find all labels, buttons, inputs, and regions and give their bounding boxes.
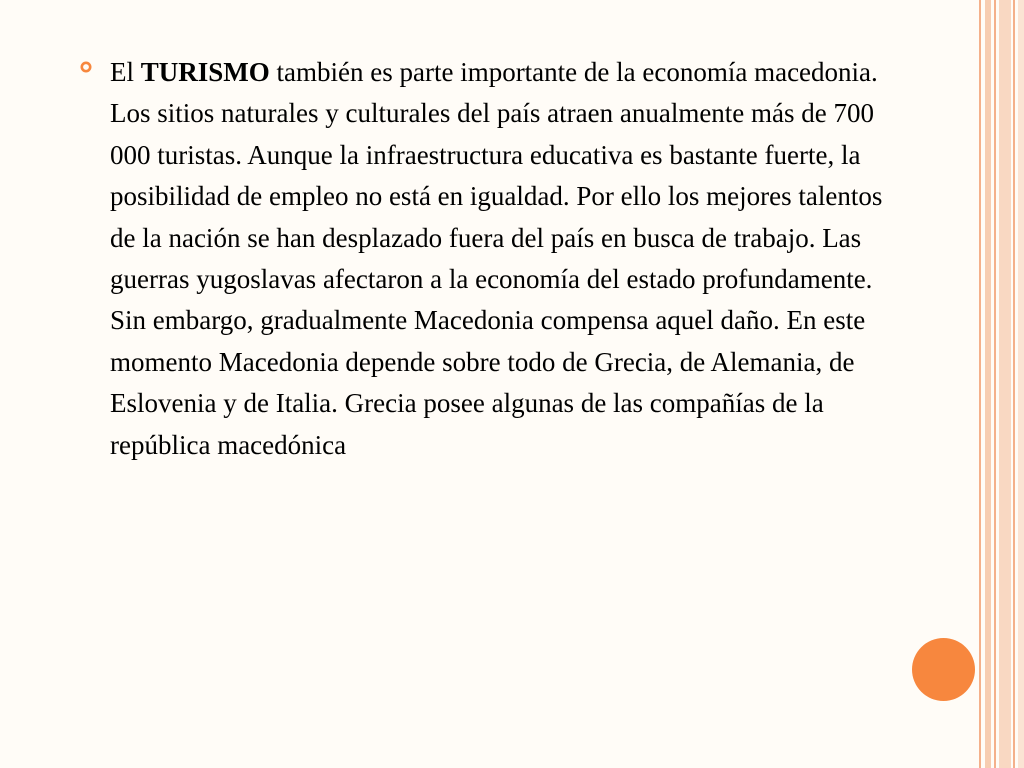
decorative-stripe [979,0,981,768]
decorative-stripe [999,0,1011,768]
paragraph-lead: El [110,57,141,87]
decorative-stripe [985,0,991,768]
decorative-circle [912,638,975,701]
decorative-stripe [1018,0,1024,768]
paragraph-body: también es parte importante de la economía macedonia. Los sitios naturales y culturales del país atraen anualmente más de 700 000 turistas. Aunque la infraestructura educativa es bastante fuerte, la posibilidad de empleo no está en igualdad. Por ello los mejores talentos de la nación se han desplazado fuera del país en busca de trabajo. Las guerras yugoslavas afectaron a la economía del estado profundamente. Sin embargo, gradualmente Macedonia compensa aquel daño. En este momento Macedonia depende sobre todo de Grecia, de Alemania, de Eslovenia y de Italia. Grecia posee algunas de las compañías de la república macedónica [110,57,883,460]
paragraph-keyword: TURISMO [140,57,270,87]
decorative-stripe [994,0,996,768]
bullet-paragraph [110,52,910,466]
decorative-stripe [1013,0,1015,768]
ring-bullet-icon [80,61,92,73]
